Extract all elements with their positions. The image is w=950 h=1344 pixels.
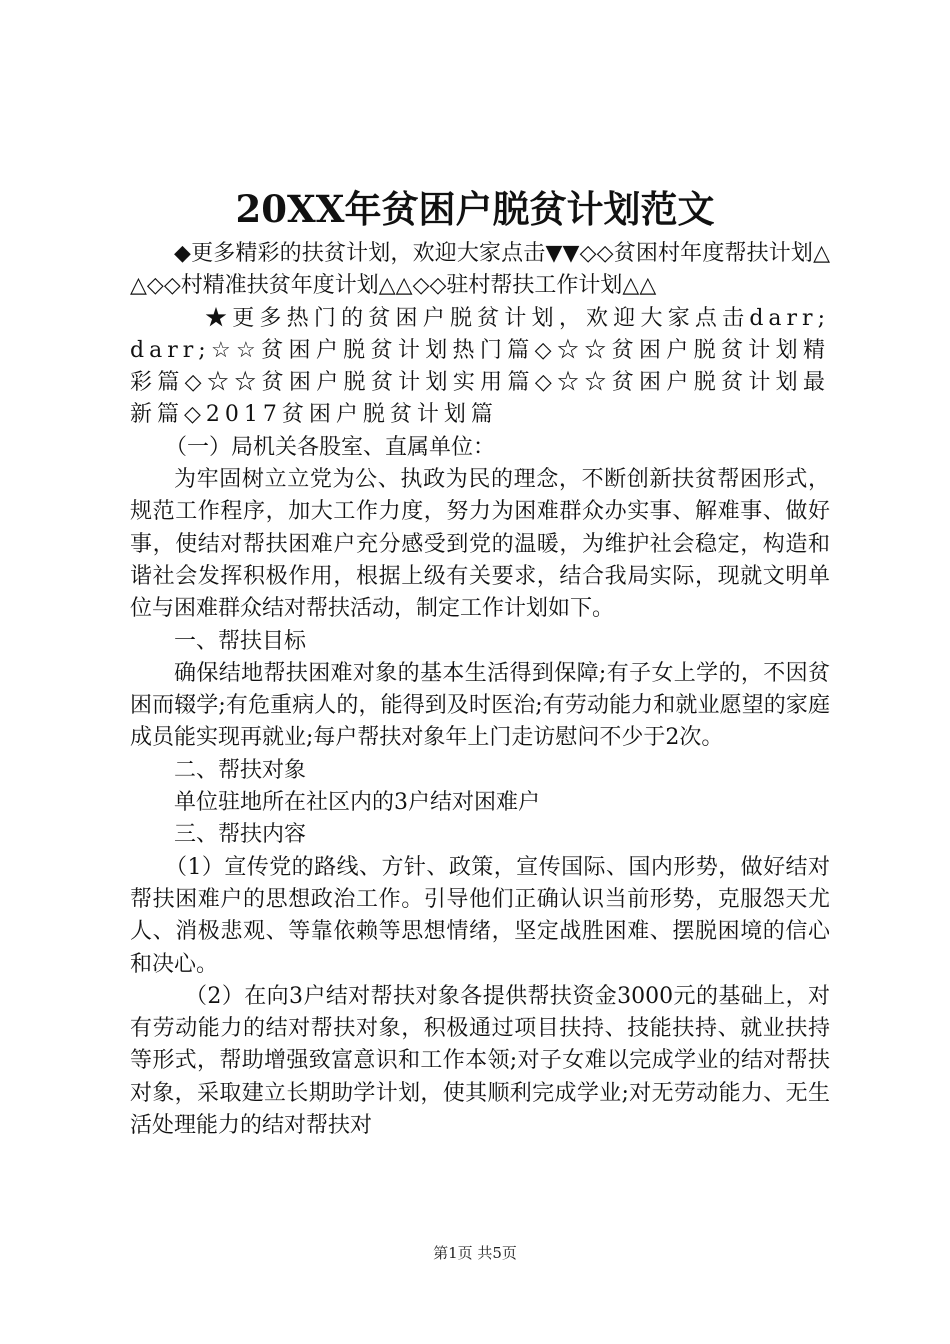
paragraph-intro: 为牢固树立立党为公、执政为民的理念，不断创新扶贫帮困形式，规范工作程序，加大工作力度，努力为困难群众办实事、解难事、做好事，使结对帮扶困难户充分感受到党的温暖，为维护社会稳定，构造和谐社会发挥积极作用，根据上级有关要求，结合我局实际，现就文明单位与困难群众结对帮扶活动，制定工作计划如下。 [130,467,830,622]
paragraph-section-heading: （一）局机关各股室、直属单位： [165,434,496,460]
paragraph-goal: 确保结地帮扶困难对象的基本生活得到保障;有子女上学的，不因贫困而辍学;有危重病人的，能得到及时医治;有劳动能力和就业愿望的家庭成员能实现再就业;每户帮扶对象年上门走访慰问不少于2次。 [130,660,830,751]
paragraph-more-plans-link: ◆更多精彩的扶贫计划，欢迎大家点击▼▼◇◇贫困村年度帮扶计划△△◇◇村精准扶贫年度计划△△◇◇驻村帮扶工作计划△△ [130,241,830,299]
document-title: 20XX年贫困户脱贫计划范文 [235,187,715,231]
heading-goal: 一、帮扶目标 [174,628,307,654]
page-footer: 第1页 共5页 [433,1244,517,1262]
paragraph-target: 单位驻地所在社区内的3户结对困难户 [174,790,540,816]
paragraph-content-2: （2）在向3户结对帮扶对象各提供帮扶资金3000元的基础上，对有劳动能力的结对帮扶对象，积极通过项目扶持、技能扶持、就业扶持等形式，帮助增强致富意识和工作本领;对子女难以完成学业的结对帮扶对象，采取建立长期助学计划，使其顺利完成学业;对无劳动能力、无生活处理能力的结对帮扶对 [130,983,830,1139]
heading-content: 三、帮扶内容 [174,822,307,848]
document-body [130,238,830,1142]
paragraph-content-1: （1）宣传党的路线、方针、政策，宣传国际、国内形势，做好结对帮扶困难户的思想政治工作。引导他们正确认识当前形势，克服怨天尤人、消极悲观、等靠依赖等思想情绪，坚定战胜困难、摆脱困境的信心和决心。 [130,854,830,977]
paragraph-hot-plans-link: ★更多热门的贫困户脱贫计划，欢迎大家点击darr;darr;☆☆贫困户脱贫计划热门篇◇☆☆贫困户脱贫计划精彩篇◇☆☆贫困户脱贫计划实用篇◇☆☆贫困户脱贫计划最新篇◇2017贫困户脱贫计划篇 [130,305,830,428]
heading-target: 二、帮扶对象 [174,757,307,783]
